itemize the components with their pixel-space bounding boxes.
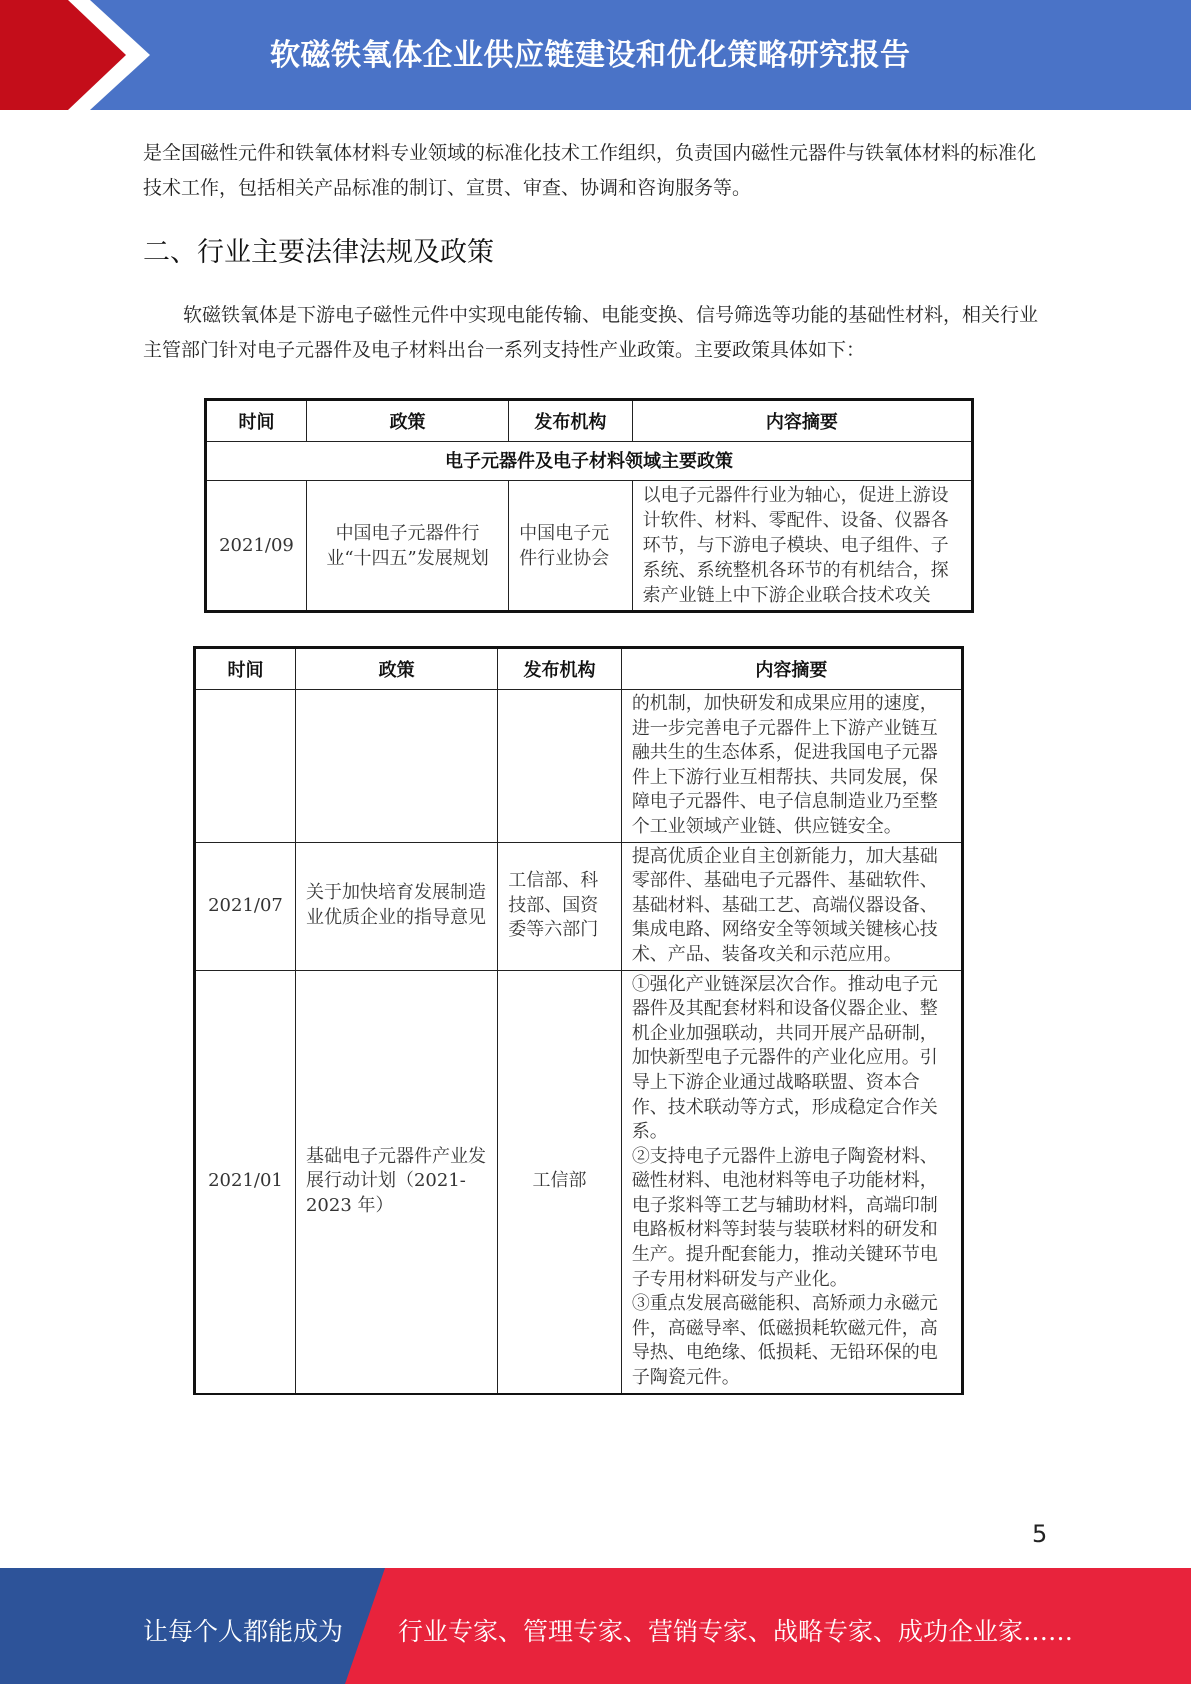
table-header-row <box>206 400 973 442</box>
cell-agency <box>498 690 622 843</box>
table-row <box>206 481 973 612</box>
cell-summary: 提高优质企业自主创新能力，加大基础零部件、基础电子元器件、基础软件、基础材料、基础工艺、高端仪器设备、集成电路、网络安全等领域关键核心技术、产品、装备攻关和示范应用。 <box>621 842 962 970</box>
header-agency: 发布机构 <box>498 648 622 690</box>
summary-point-3: ③重点发展高磁能积、高矫顽力永磁元件，高磁导率、低磁损耗软磁元件，高导热、电绝缘、低损耗、无铅环保的电子陶瓷元件。 <box>631 1293 938 1389</box>
cell-policy <box>295 690 497 843</box>
footer-slogan-right: 行业专家、管理专家、营销专家、战略专家、成功企业家…… <box>398 1617 1074 1646</box>
section-heading: 二、行业主要法律法规及政策 <box>143 237 494 268</box>
footer-slogan-left: 让每个人都能成为 <box>143 1617 344 1646</box>
header-agency: 发布机构 <box>509 400 633 442</box>
cell-time <box>195 690 296 843</box>
cell-policy: 关于加快培育发展制造业优质企业的指导意见 <box>295 842 497 970</box>
header-policy: 政策 <box>306 400 508 442</box>
header-time: 时间 <box>206 400 307 442</box>
header-summary: 内容摘要 <box>632 400 972 442</box>
footer-banner <box>0 1568 1191 1684</box>
table-row <box>195 690 963 843</box>
cell-summary <box>621 970 962 1394</box>
header-banner <box>0 0 1191 110</box>
cell-time: 2021/07 <box>195 842 296 970</box>
table-row <box>195 842 963 970</box>
table-section-row <box>206 442 973 481</box>
header-summary: 内容摘要 <box>621 648 962 690</box>
header-time: 时间 <box>195 648 296 690</box>
cell-time: 2021/09 <box>206 481 307 612</box>
table-section-title: 电子元器件及电子材料领域主要政策 <box>206 442 973 481</box>
cell-agency: 工信部、科技部、国资委等六部门 <box>498 842 622 970</box>
cell-summary: 以电子元器件行业为轴心，促进上游设计软件、材料、零配件、设备、仪器各环节，与下游电子模块、电子组件、子系统、系统整机各环节的有机结合，探索产业链上中下游企业联合技术攻关 <box>632 481 972 612</box>
summary-point-2: ②支持电子元器件上游电子陶瓷材料、磁性材料、电池材料等电子功能材料，电子浆料等工艺与辅助材料，高端印制电路板材料等封装与装联材料的研发和生产。提升配套能力，推动关键环节电子专用材料研发与产业化。 <box>631 1145 938 1290</box>
table-header-row <box>195 648 963 690</box>
table-row <box>195 970 963 1394</box>
cell-policy: 基础电子元器件产业发展行动计划（2021-2023 年） <box>295 970 497 1394</box>
cell-summary: 的机制，加快研发和成果应用的速度，进一步完善电子元器件上下游产业链互融共生的生态体系，促进我国电子元器件上下游行业互相帮扶、共同发展，保障电子元器件、电子信息制造业乃至整个工业领域产业链、供应链安全。 <box>621 690 962 843</box>
report-title: 软磁铁氧体企业供应链建设和优化策略研究报告 <box>270 38 911 73</box>
cell-agency: 中国电子元件行业协会 <box>509 481 633 612</box>
cell-policy: 中国电子元器件行业“十四五”发展规划 <box>306 481 508 612</box>
summary-point-1: ①强化产业链深层次合作。推动电子元器件及其配套材料和设备仪器企业、整机企业加强联动，共同开展产品研制，加快新型电子元器件的产业化应用。引导上下游企业通过战略联盟、资本合作、技术联动等方式，形成稳定合作关系。 <box>631 973 938 1143</box>
header-policy: 政策 <box>295 648 497 690</box>
cell-time: 2021/01 <box>195 970 296 1394</box>
intro-paragraph: 是全国磁性元件和铁氧体材料专业领域的标准化技术工作组织，负责国内磁性元器件与铁氧体材料的标准化技术工作，包括相关产品标准的制订、宣贯、审查、协调和咨询服务等。 <box>143 142 1037 199</box>
policy-table-2 <box>193 646 964 1395</box>
page-number: 5 <box>1032 1520 1048 1548</box>
cell-agency: 工信部 <box>498 970 622 1394</box>
section-paragraph: 软磁铁氧体是下游电子磁性元件中实现电能传输、电能变换、信号筛选等功能的基础性材料，相关行业主管部门针对电子元器件及电子材料出台一系列支持性产业政策。主要政策具体如下： <box>143 304 1039 361</box>
policy-table-1 <box>204 398 974 613</box>
